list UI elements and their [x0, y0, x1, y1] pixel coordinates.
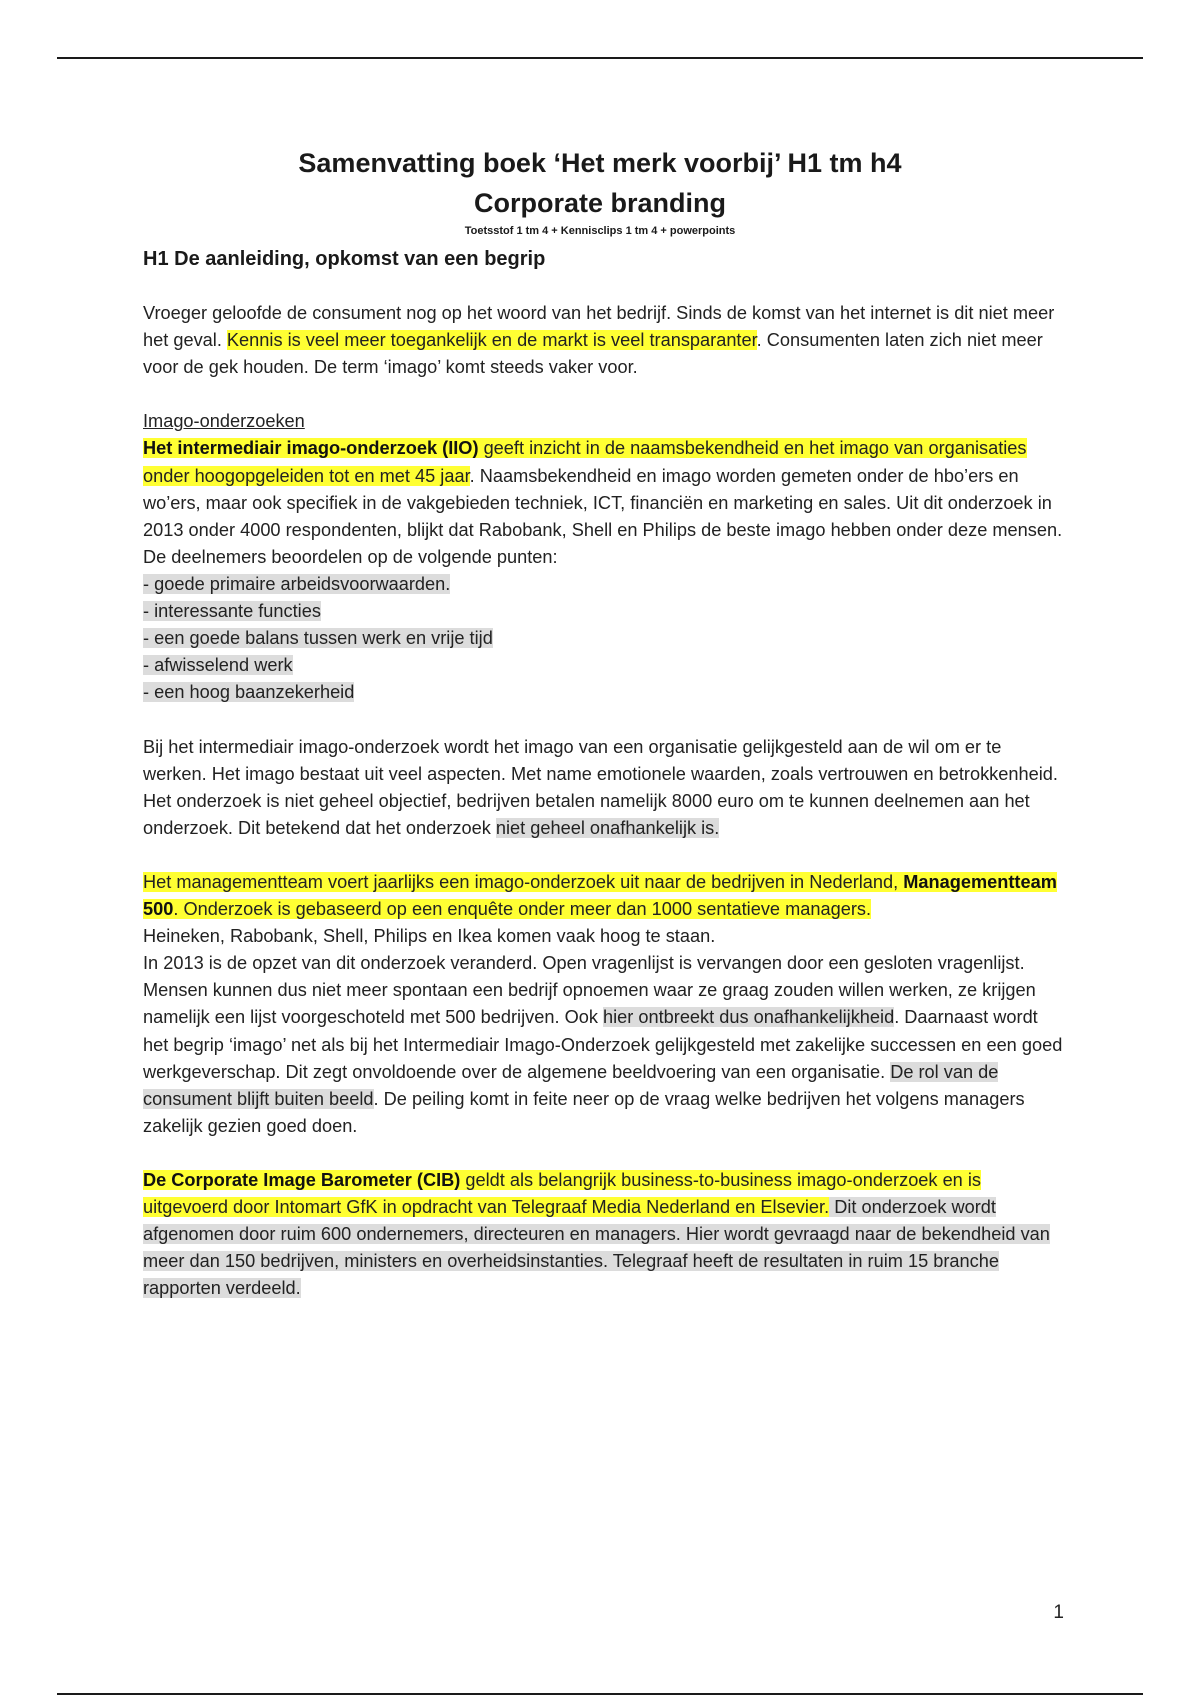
criteria-item: - afwisselend werk — [143, 655, 293, 676]
iio-text: . Naamsbekendheid en imago worden gemeten onder de hbo’ers en wo’ers, maar ook specifiek in de vakgebieden techniek, ICT, financiën en marketing en sales. Uit dit onderzoek in 2013 onder 4000 respondenten, blijkt dat Rabobank, Shell en Philips de beste imago hebben onder deze mensen. — [143, 465, 1063, 540]
cib-highlight: geldt als belangrijk business-to-business imago-onderzoek en is uitgevoerd door Intomart GfK in opdracht van Telegraaf Media Nederland en Elsevier. — [143, 1170, 981, 1218]
document-subject: Corporate branding — [473, 188, 726, 218]
mt500-detail-paragraph — [143, 950, 1063, 1140]
page-number: 1 — [1053, 1602, 1064, 1623]
intro-text: Vroeger geloofde de consument nog op het woord van het bedrijf. Sinds de komst van het internet is dit niet meer het geval. — [143, 303, 1055, 351]
document-subtitle: Toetsstof 1 tm 4 + Kennisclips 1 tm 4 + powerpoints — [464, 225, 736, 237]
intro-highlight: Kennis is veel meer toegankelijk en de markt is veel transparanter — [226, 330, 757, 351]
iio-detail-paragraph — [143, 734, 1063, 842]
cib-grey-highlight: Dit onderzoek wordt afgenomen door ruim 600 ondernemers, directeuren en managers. Hier wordt gevraagd naar de bekendheid van meer dan 150 bedrijven, ministers en overheidsinstanties. Telegraaf heeft de resultaten in ruim 15 branche rapporten verdeeld. — [143, 1197, 1050, 1299]
criteria-item: - goede primaire arbeidsvoorwaarden. — [143, 573, 451, 594]
iio-detail-highlight: niet geheel onafhankelijk is. — [495, 817, 720, 838]
mt500-detail-text: In 2013 is de opzet van dit onderzoek veranderd. Open vragenlijst is vervangen door een gesloten vragenlijst. Mensen kunnen dus niet meer spontaan een bedrijf opnoemen waar ze graag zouden willen werken, ze krijgen namelijk een lijst voorgeschoteld met 500 bedrijven. Ook — [143, 953, 1036, 1028]
cib-term: De Corporate Image Barometer (CIB) — [143, 1170, 461, 1190]
mt500-detail-text-3: . De peiling komt in feite neer op de vraag welke bedrijven het volgens managers zakelijk gezien goed doen. — [143, 1088, 1025, 1136]
iio-highlight: geeft inzicht in de naamsbekendheid en het imago van organisaties onder hoogopgeleiden tot en met 45 jaar — [143, 438, 1027, 486]
intro-text-end: . Consumenten laten zich niet meer voor de gek houden. De term ‘imago’ komt steeds vaker voor. — [143, 330, 1043, 378]
mt500-paragraph — [143, 869, 1063, 923]
chapter-heading: H1 De aanleiding, opkomst van een begrip — [143, 248, 546, 270]
mt500-term: Managementteam 500 — [143, 871, 1057, 920]
mt500-detail-text-2: . Daarnaast wordt het begrip ‘imago’ net als bij het Intermediair Imago-Onderzoek gelijkgesteld met zakelijke successen en een goed werkgeverschap. Dit zegt onvoldoende over de algemene beeldvoering van een organisatie. — [143, 1007, 1063, 1082]
mt500-detail-highlight: hier ontbreekt dus onafhankelijkheid — [602, 1007, 895, 1028]
mt500-consumer-highlight: De rol van de consument blijft buiten beeld — [143, 1061, 999, 1109]
cib-paragraph — [143, 1167, 1063, 1302]
document-title: Samenvatting boek ‘Het merk voorbij’ H1 tm h4 — [298, 148, 902, 178]
criteria-intro: De deelnemers beoordelen op de volgende punten: — [143, 546, 558, 567]
mt500-companies: Heineken, Rabobank, Shell, Philips en Ikea komen vaak hoog te staan. — [143, 926, 716, 947]
mt500-highlight-end: . Onderzoek is gebaseerd op een enquête onder meer dan 1000 sentatieve managers. — [173, 899, 872, 920]
criteria-item: - interessante functies — [143, 601, 321, 622]
bottom-rule — [57, 1693, 1143, 1695]
mt500-highlight: Het managementteam voert jaarlijks een imago-onderzoek uit naar de bedrijven in Nederland, — [143, 871, 904, 892]
document-body — [143, 300, 1063, 1302]
iio-detail-text: Bij het intermediair imago-onderzoek wordt het imago van een organisatie gelijkgesteld aan de wil om er te werken. Het imago bestaat uit veel aspecten. Met name emotionele waarden, zoals vertrouwen en betrokkenheid. Het onderzoek is niet geheel objectief, bedrijven betalen namelijk 8000 euro om te kunnen deelnemen aan het onderzoek. Dit betekend dat het onderzoek — [143, 736, 1058, 838]
iio-term: Het intermediair imago-onderzoek (IIO) — [143, 438, 479, 459]
iio-paragraph — [143, 435, 1063, 543]
top-rule — [57, 57, 1143, 59]
criteria-item: - een hoog baanzekerheid — [143, 682, 355, 703]
imago-section-heading: Imago-onderzoeken — [143, 411, 305, 432]
intro-paragraph — [143, 300, 1063, 381]
criteria-item: - een goede balans tussen werk en vrije tijd — [143, 628, 493, 649]
